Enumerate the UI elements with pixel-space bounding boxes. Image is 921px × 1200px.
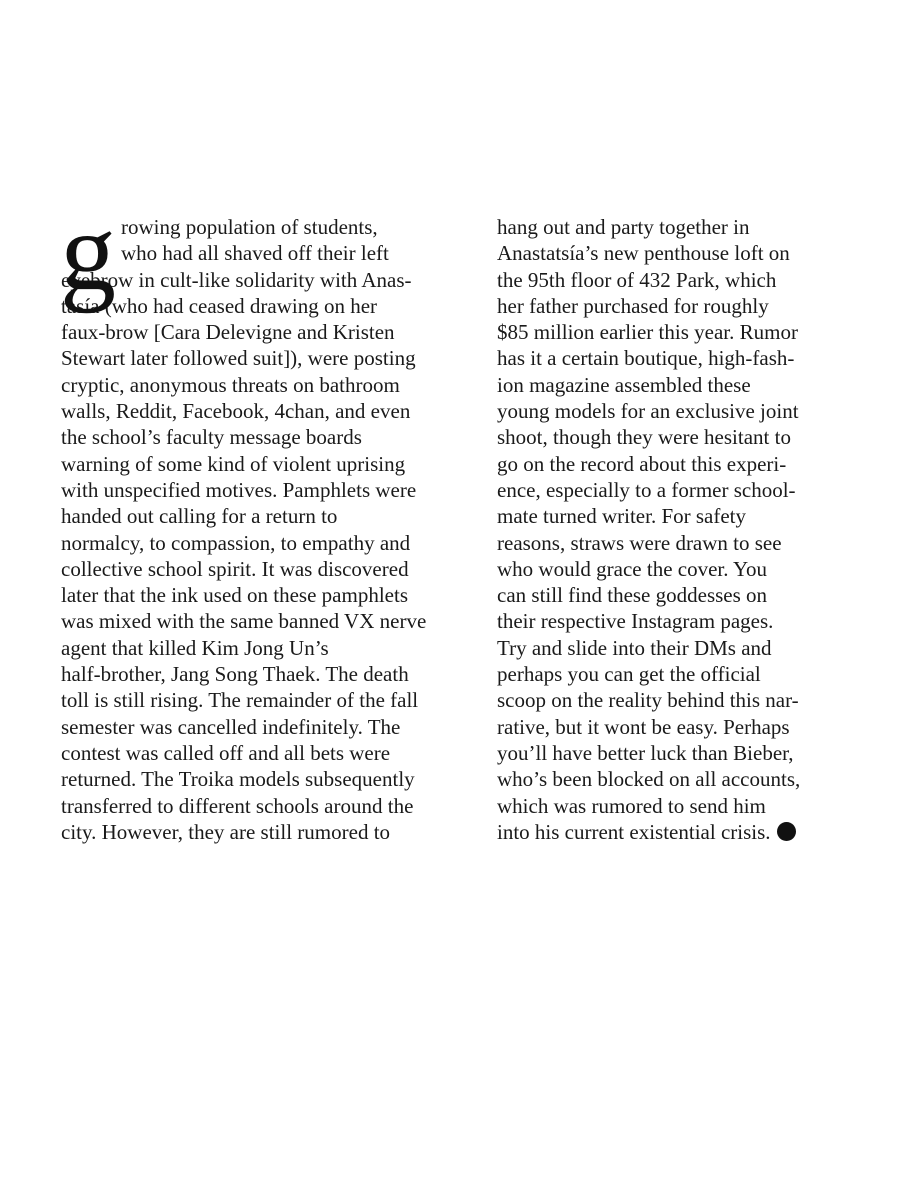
text-line: toll is still rising. The remainder of the fall: [61, 688, 419, 713]
text-line: go on the record about this experi-: [497, 451, 787, 476]
right-column: [497, 214, 857, 845]
text-line: you’ll have better luck than Bieber,: [497, 740, 794, 765]
text-line: eyebrow in cult-like solidarity with Anas-: [61, 267, 412, 292]
text-line: into his current existential crisis.: [497, 819, 771, 844]
text-line: cryptic, anonymous threats on bathroom: [61, 372, 400, 397]
text-line: handed out calling for a return to: [61, 504, 338, 529]
text-line: hang out and party together in: [497, 215, 750, 239]
text-line: returned. The Troika models subsequently: [61, 767, 415, 792]
text-line: collective school spirit. It was discovered: [61, 556, 409, 581]
last-text-line: [497, 819, 857, 845]
text-line: ion magazine assembled these: [497, 372, 751, 397]
text-line: young models for an exclusive joint: [497, 399, 799, 424]
text-line: later that the ink used on these pamphlets: [61, 583, 408, 608]
text-line: faux-brow [Cara Delevigne and Kristen: [61, 320, 395, 345]
text-line: walls, Reddit, Facebook, 4chan, and even: [61, 399, 411, 424]
text-line: scoop on the reality behind this nar-: [497, 688, 799, 713]
text-line: which was rumored to send him: [497, 793, 766, 818]
text-line: the school’s faculty message boards: [61, 425, 362, 450]
text-line: her father purchased for roughly: [497, 293, 769, 318]
text-line: warning of some kind of violent uprising: [61, 451, 406, 476]
filled-circle-end-mark-icon: [777, 822, 796, 841]
text-line: mate turned writer. For safety: [497, 504, 747, 529]
text-line: Stewart later followed suit]), were posting: [61, 346, 416, 371]
text-line: agent that killed Kim Jong Un’s: [61, 635, 329, 660]
text-line: city. However, they are still rumored to: [61, 819, 391, 844]
text-line: can still find these goddesses on: [497, 583, 768, 608]
text-line: transferred to different schools around the: [61, 793, 414, 818]
text-line: reasons, straws were drawn to see: [497, 530, 782, 555]
text-line: contest was called off and all bets were: [61, 740, 391, 765]
text-line: perhaps you can get the official: [497, 662, 761, 687]
text-line: Anastatsía’s new penthouse loft on: [497, 241, 790, 266]
text-line: with unspecified motives. Pamphlets were: [61, 477, 417, 502]
text-line: was mixed with the same banned VX nerve: [61, 609, 427, 634]
text-line: who had all shaved off their left: [121, 241, 389, 266]
left-column: [60, 190, 461, 845]
text-line: rative, but it wont be easy. Perhaps: [497, 714, 790, 739]
text-line: shoot, though they were hesitant to: [497, 425, 791, 450]
text-line: Try and slide into their DMs and: [497, 635, 772, 660]
text-line: who would grace the cover. You: [497, 556, 768, 581]
text-line: has it a certain boutique, high-fash-: [497, 346, 795, 371]
text-line: who’s been blocked on all accounts,: [497, 767, 801, 792]
text-line: half-brother, Jang Song Thaek. The death: [61, 662, 409, 687]
text-line: the 95th floor of 432 Park, which: [497, 267, 777, 292]
text-line: normalcy, to compassion, to empathy and: [61, 530, 411, 555]
drop-cap: g: [60, 190, 116, 314]
text-line: their respective Instagram pages.: [497, 609, 774, 634]
text-line: rowing population of students,: [121, 215, 378, 239]
text-line: $85 million earlier this year. Rumor: [497, 320, 798, 345]
text-line: ence, especially to a former school-: [497, 477, 796, 502]
text-line: semester was cancelled indefinitely. The: [61, 714, 401, 739]
text-line: tasía (who had ceased drawing on her: [61, 293, 378, 318]
